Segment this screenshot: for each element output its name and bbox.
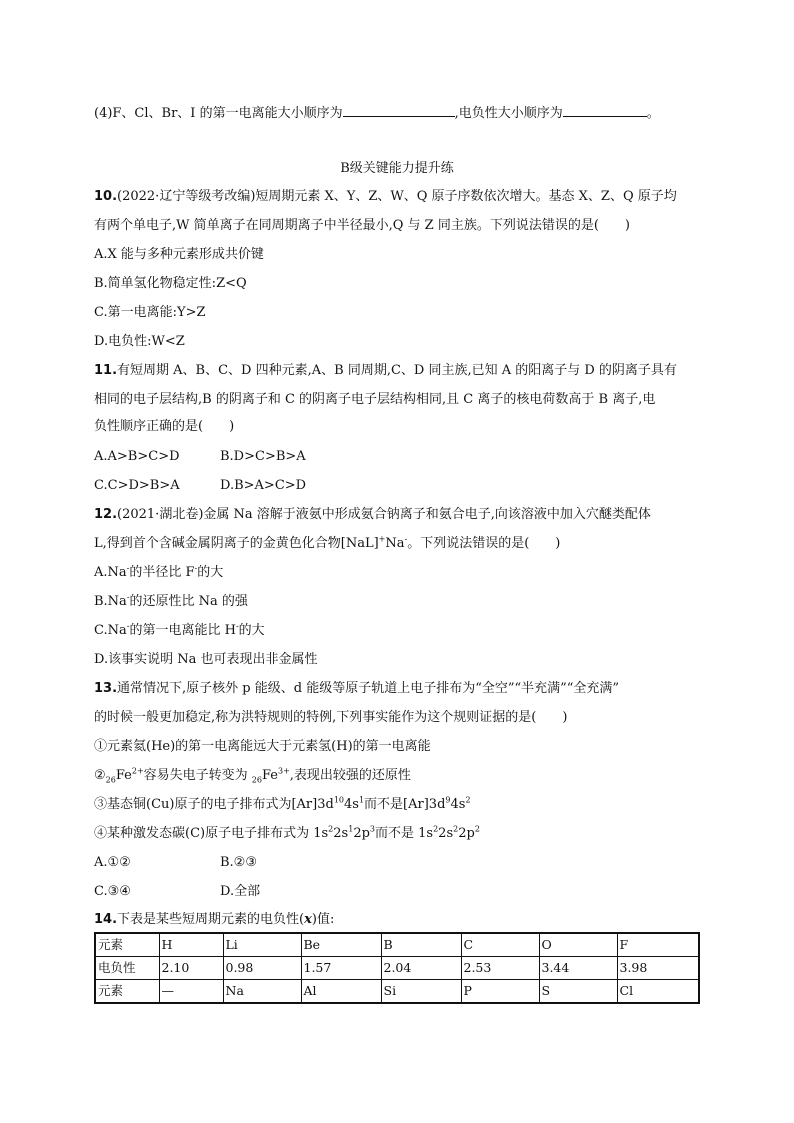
q12-option-b <box>94 592 248 612</box>
sup-3: 3 <box>369 824 375 834</box>
subscript-26: 26 <box>105 775 116 785</box>
subscript-26: 26 <box>251 775 262 785</box>
q12-line-1 <box>94 505 651 525</box>
q10-line-2: 有两个单电子,W 简单离子在同周期离子中半径最小,Q 与 Z 同主族。下列说法错误的是( ) <box>94 218 630 233</box>
q14-variable: x <box>304 912 312 927</box>
table-cell: O <box>539 933 617 957</box>
q13-item-4-text-6: 2p <box>458 826 475 841</box>
q13-options-row-2 <box>94 882 261 902</box>
table-cell: S <box>539 980 617 1004</box>
q4-suffix: 。 <box>646 106 660 121</box>
q13-option-b: B.②③ <box>220 855 257 870</box>
table-cell: 2.53 <box>461 957 539 980</box>
q13-text-1: 通常情况下,原子核外 p 能级、d 能级等原子轨道上电子排布为“全空”“半充满”“全充满” <box>117 681 620 696</box>
q11-option-c: C.C>D>B>A <box>94 478 180 493</box>
q12-line-2 <box>94 534 560 554</box>
sup-2: 2 <box>474 824 480 834</box>
superscript-minus: - <box>126 563 130 573</box>
q12-option-a-text-2: 的半径比 F <box>129 565 195 580</box>
table-cell: 3.98 <box>617 957 699 980</box>
table-cell: B <box>381 933 461 957</box>
q13-line-2: 的时候一般更加稳定,称为洪特规则的特例,下列事实能作为这个规则证据的是( ) <box>94 710 568 725</box>
table-cell: 2.04 <box>381 957 461 980</box>
table-cell: 2.10 <box>159 957 223 980</box>
q14-text-2: )值: <box>311 912 335 927</box>
q13-item-2-fe3: Fe <box>261 768 278 783</box>
q10-line-1 <box>94 187 677 207</box>
q12-option-a-text-1: A.Na <box>94 565 127 580</box>
sup-2: 2 <box>433 824 439 834</box>
q13-item-3-text-4: 4s <box>450 797 466 812</box>
q13-item-4-text-1: ④某种激发态碳(C)原子电子排布式为 1s <box>94 826 329 841</box>
q12-option-d: D.该事实说明 Na 也可表现出非金属性 <box>94 652 318 667</box>
sup-2: 2 <box>453 824 459 834</box>
q11-option-a: A.A>B>C>D <box>94 449 180 464</box>
answer-blank-1 <box>343 102 455 117</box>
q11-line-3: 负性顺序正确的是( ) <box>94 419 235 434</box>
table-row <box>95 980 699 1004</box>
table-cell: P <box>461 980 539 1004</box>
q13-item-4-text-2: 2s <box>333 826 349 841</box>
q12-text-1: (2021·湖北卷)金属 Na 溶解于液氨中形成氨合钠离子和氨合电子,向该溶液中加入穴醚类配体 <box>117 507 651 522</box>
q12-text-2b: Na <box>385 536 405 551</box>
q11-line-1 <box>94 361 677 381</box>
q11-number: 11. <box>94 363 118 378</box>
q13-option-d: D.全部 <box>220 884 261 899</box>
q13-item-1: ①元素氦(He)的第一电离能远大于元素氢(H)的第一电离能 <box>94 739 431 754</box>
q12-text-2c: 。下列说法错误的是( ) <box>407 536 561 551</box>
sup-1: 1 <box>348 824 354 834</box>
table-cell: Si <box>381 980 461 1004</box>
table-cell: F <box>617 933 699 957</box>
q13-item-2-marker: ② <box>94 768 106 783</box>
table-cell: Al <box>301 980 381 1004</box>
q10-option-b: B.简单氢化物稳定性:Z<Q <box>94 276 247 291</box>
q4-line <box>94 102 660 124</box>
section-title: B级关键能力提升练 <box>340 161 454 176</box>
table-row <box>95 933 699 957</box>
q12-text-2a: L,得到首个含碱金属阴离子的金黄色化合物[NaL] <box>94 536 379 551</box>
q12-option-c <box>94 621 265 641</box>
q13-item-2-fe: Fe <box>115 768 132 783</box>
q12-option-c-text-1: C.Na <box>94 623 127 638</box>
q13-line-1 <box>94 679 619 699</box>
superscript-plus: + <box>378 534 386 544</box>
q13-item-3-text-2: 4s <box>344 797 359 812</box>
q10-option-c: C.第一电离能:Y>Z <box>94 305 206 320</box>
q10-text-1: (2022·辽宁等级考改编)短周期元素 X、Y、Z、W、Q 原子序数依次增大。基态 X、Z、Q 原子均 <box>117 189 677 204</box>
table-cell: Be <box>301 933 381 957</box>
q13-number: 13. <box>94 681 118 696</box>
q12-option-b-text-1: B.Na <box>94 594 127 609</box>
q12-option-c-text-2: 的第一电离能比 H <box>129 623 236 638</box>
sup-9: 9 <box>445 795 451 805</box>
superscript-minus: - <box>126 592 130 602</box>
q13-options-row-1 <box>94 853 257 873</box>
sup-2: 2 <box>465 795 471 805</box>
q11-text-1: 有短周期 A、B、C、D 四种元素,A、B 同周期,C、D 同主族,已知 A 的阳离子与 D 的阴离子具有 <box>117 363 677 378</box>
q4-middle: ,电负性大小顺序为 <box>454 106 563 121</box>
table-row <box>95 957 699 980</box>
q12-number: 12. <box>94 507 118 522</box>
table-cell: 1.57 <box>301 957 381 980</box>
q13-item-3-text-3: 而不是[Ar]3d <box>364 797 446 812</box>
q14-line-1 <box>94 910 334 930</box>
q13-item-2-text: 容易失电子转变为 <box>143 768 252 783</box>
q13-item-4-text-3: 2p <box>353 826 370 841</box>
q13-item-2 <box>94 766 411 786</box>
table-cell: Na <box>223 980 301 1004</box>
sup-10: 10 <box>333 795 344 805</box>
q13-item-4-text-5: 2s <box>438 826 454 841</box>
q13-option-c: C.③④ <box>94 884 131 899</box>
superscript-minus: - <box>235 621 239 631</box>
q13-item-3-text-1: ③基态铜(Cu)原子的电子排布式为[Ar]3d <box>94 797 334 812</box>
q11-options-row-2 <box>94 476 307 496</box>
q12-option-a-text-3: 的大 <box>197 565 224 580</box>
superscript-minus: - <box>126 621 130 631</box>
table-cell: Li <box>223 933 301 957</box>
table-cell: 电负性 <box>95 957 159 980</box>
superscript-2plus: 2+ <box>131 766 144 776</box>
q11-options-row-1 <box>94 447 306 467</box>
q11-option-d: D.B>A>C>D <box>220 478 307 493</box>
table-cell: H <box>159 933 223 957</box>
sup-2: 2 <box>328 824 334 834</box>
superscript-minus: - <box>404 534 408 544</box>
q14-number: 14. <box>94 912 118 927</box>
q12-option-c-text-3: 的大 <box>238 623 265 638</box>
q13-option-a: A.①② <box>94 855 131 870</box>
table-cell: C <box>461 933 539 957</box>
q13-item-4-text-4: 而不是 1s <box>375 826 434 841</box>
superscript-minus: - <box>194 563 198 573</box>
q13-item-2-tail: ,表现出较强的还原性 <box>289 768 411 783</box>
table-cell: 元素 <box>95 933 159 957</box>
q10-option-a: A.X 能与多种元素形成共价键 <box>94 247 264 262</box>
table-cell: 元素 <box>95 980 159 1004</box>
q12-option-a <box>94 563 223 583</box>
table-cell: 3.44 <box>539 957 617 980</box>
q14-text-1: 下表是某些短周期元素的电负性( <box>117 912 305 927</box>
table-cell: — <box>159 980 223 1004</box>
q10-option-d: D.电负性:W<Z <box>94 334 185 349</box>
q13-item-3 <box>94 795 471 815</box>
superscript-3plus: 3+ <box>278 766 290 776</box>
answer-blank-2 <box>563 102 647 117</box>
q12-option-b-text-2: 的还原性比 Na 的强 <box>129 594 248 609</box>
q4-prefix: (4)F、Cl、Br、I 的第一电离能大小顺序为 <box>94 106 343 121</box>
table-cell: Cl <box>617 980 699 1004</box>
q13-item-4 <box>94 824 480 844</box>
table-cell: 0.98 <box>223 957 301 980</box>
q11-option-b: B.D>C>B>A <box>220 449 306 464</box>
sup-1: 1 <box>358 795 365 805</box>
q10-number: 10. <box>94 189 118 204</box>
electronegativity-table <box>94 932 700 1004</box>
q11-line-2: 相同的电子层结构,B 的阴离子和 C 的阴离子电子层结构相同,且 C 离子的核电荷数高于 B 离子,电 <box>94 392 656 407</box>
